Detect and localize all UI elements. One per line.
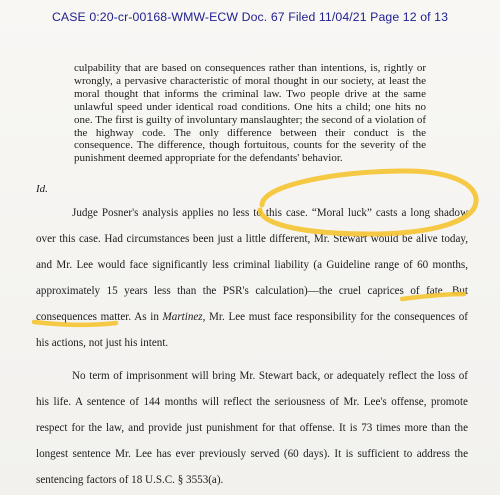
- paragraph-posner-tail: , Mr. Lee must face responsibility for the consequences of his actions, not just his intent.: [36, 311, 468, 349]
- paragraph-posner: [36, 200, 468, 356]
- block-quote: [74, 62, 426, 165]
- paragraph-posner-text: Judge Posner's analysis applies no less to this case. “Moral luck” casts a long shadow over this case. Had circumstances been just a little different, Mr. Stewart would be alive today, and Mr. Lee would face significantly less criminal liability (a Guideline range of 60 months, approximately 15 years less than the PSR's calculation)—the cruel caprices of fate. But consequences matter. As in: [36, 207, 468, 323]
- quote-text: culpability that are based on consequences rather than intentions, is, rightly or wrongly, a pervasive characteristic of moral thought in our society, at least the moral thought that informs the criminal law. Two people drive at the same unlawful speed under identical road conditions. One hits a child; one hits no one. The first is guilty of involuntary manslaughter; the second of a violation of the highway code. The only difference between their conduct is the consequence. The difference, though fortuitous, counts for the severity of the punishment deemed appropriate for the defendants' behavior.: [74, 62, 426, 165]
- case-header: CASE 0:20-cr-00168-WMW-ECW Doc. 67 Filed 11/04/21 Page 12 of 13: [51, 10, 449, 24]
- paragraph-sentence: No term of imprisonment will bring Mr. Stewart back, or adequately reflect the loss of his life. A sentence of 144 months will reflect the seriousness of Mr. Lee's offense, promote respect for the law, and provide just punishment for that offense. It is 73 times more than the longest sentence Mr. Lee has ever previously served (60 days). It is sufficient to address the sentencing factors of 18 U.S.C. § 3553(a).: [36, 370, 468, 486]
- body-text: [36, 200, 468, 493]
- citation-id: Id.: [36, 183, 48, 195]
- case-name-martinez: Martinez: [162, 311, 203, 323]
